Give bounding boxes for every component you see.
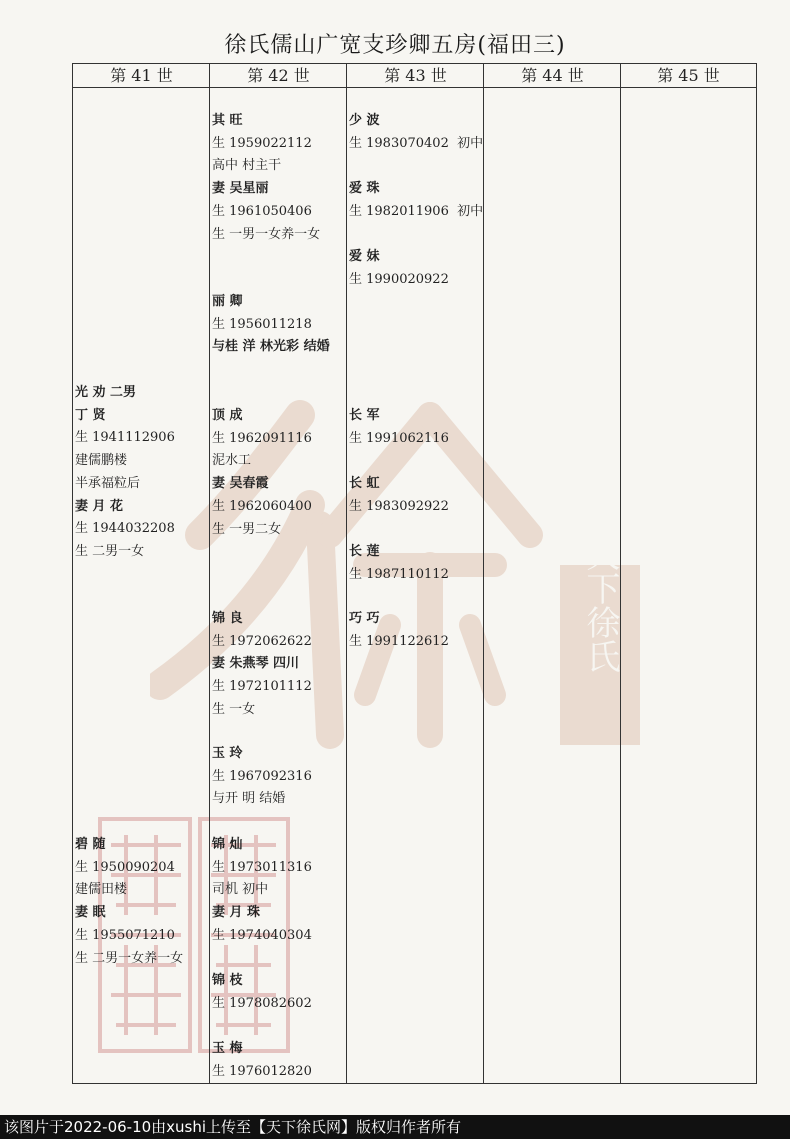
header-gen-45: 第 45 世 [621, 64, 756, 88]
dingxian-wife-birth: 生 1944032208 [75, 521, 175, 537]
header-gen-43: 第 43 世 [347, 64, 484, 88]
gen42-block-yumei [212, 1038, 312, 1083]
column-divider [620, 64, 621, 1083]
dingcheng-children: 生 一男二女 [212, 521, 282, 537]
watermark-text: 天下徐氏 [580, 537, 620, 673]
jinliang-wife-birth: 生 1972101112 [212, 679, 312, 695]
page-title: 徐氏儒山广宽支珍卿五房(福田三) [224, 33, 566, 58]
gen41-block-dingxian [75, 382, 175, 564]
changlian-birth: 生 1987110112 [349, 566, 449, 582]
gen43-block-changjun [349, 405, 449, 450]
gen42-block-jincan [212, 834, 312, 948]
column-divider [209, 64, 210, 1083]
gen43-block-changlian [349, 541, 449, 586]
gen42-block-dingcheng [212, 405, 312, 541]
dingcheng-occupation: 泥水工 [212, 453, 252, 469]
shaobo-birth: 生 1983070402 初中 [349, 135, 484, 151]
aimei-birth: 生 1990020922 [349, 271, 449, 287]
qiwang-wife-birth: 生 1961050406 [212, 203, 312, 219]
gen43-block-changhong [349, 473, 449, 518]
dingxian-birth: 生 1941112906 [75, 430, 175, 446]
jincan-occupation: 司机 初中 [212, 882, 269, 898]
jinliang-wife: 妻 朱燕琴 四川 [212, 656, 300, 672]
dingxian-lineage: 半承福粒后 [75, 475, 141, 491]
bisui-wife: 妻 眠 [75, 905, 106, 921]
dingcheng-birth: 生 1962091116 [212, 430, 312, 446]
dingxian-wife: 妻 月 花 [75, 498, 124, 514]
header-gen-44: 第 44 世 [484, 64, 621, 88]
aizhu-birth: 生 1982011906 初中 [349, 203, 484, 219]
shaobo-name: 少 波 [349, 113, 380, 128]
qiaoqiao-birth: 生 1991122612 [349, 633, 449, 649]
yumei-name: 玉 梅 [212, 1041, 243, 1056]
bisui-name: 碧 随 [75, 837, 106, 852]
gen43-block-shaobo [349, 110, 483, 155]
header-gen-42: 第 42 世 [210, 64, 347, 88]
qiwang-wife: 妻 吴星丽 [212, 181, 269, 197]
header-gen-41: 第 41 世 [73, 64, 210, 88]
gen42-block-yuling [212, 743, 312, 811]
qiwang-occupation: 高中 村主干 [212, 158, 282, 174]
gen42-block-jinliang [212, 608, 312, 722]
changjun-birth: 生 1991062116 [349, 430, 449, 446]
yuling-name: 玉 玲 [212, 746, 243, 761]
qiwang-children: 生 一男一女养一女 [212, 226, 321, 242]
jincan-birth: 生 1973011316 [212, 859, 312, 875]
jinzhi-birth: 生 1978082602 [212, 995, 312, 1011]
column-divider [346, 64, 347, 1083]
qiwang-name: 其 旺 [212, 113, 243, 128]
gen43-block-qiaoqiao [349, 608, 449, 653]
dingcheng-wife: 妻 吴春霞 [212, 476, 269, 492]
jinzhi-name: 锦 枝 [212, 973, 243, 988]
gen41-block-bisui [75, 834, 183, 970]
upload-footer: 该图片于2022-06-10由xushi上传至【天下徐氏网】版权归作者所有 [0, 1115, 790, 1139]
bisui-children: 生 二男一女养一女 [75, 950, 184, 966]
dingcheng-name: 顶 成 [212, 408, 243, 423]
yumei-birth: 生 1976012820 [212, 1063, 312, 1079]
dingcheng-wife-birth: 生 1962060400 [212, 498, 312, 514]
bisui-wife-birth: 生 1955071210 [75, 927, 175, 943]
bisui-birth: 生 1950090204 [75, 859, 175, 875]
qiwang-birth: 生 1959022112 [212, 135, 312, 151]
yuling-marriage: 与开 明 结婚 [212, 791, 286, 807]
gen43-block-aimei [349, 246, 449, 291]
changlian-name: 长 莲 [349, 544, 380, 559]
jincan-wife-birth: 生 1974040304 [212, 927, 312, 943]
jinliang-birth: 生 1972062622 [212, 633, 312, 649]
gen42-block-jinzhi [212, 970, 312, 1015]
gen42-block-liqing [212, 291, 330, 359]
dingxian-residence: 建儒鹏楼 [75, 453, 128, 469]
liqing-marriage: 与桂 洋 林光彩 结婚 [212, 339, 330, 355]
dingxian-children: 生 二男一女 [75, 543, 145, 559]
gen43-block-aizhu [349, 178, 483, 223]
changhong-birth: 生 1983092922 [349, 498, 449, 514]
aizhu-name: 爱 珠 [349, 181, 380, 196]
changjun-name: 长 军 [349, 408, 380, 423]
changhong-name: 长 虹 [349, 476, 380, 491]
liqing-birth: 生 1956011218 [212, 316, 312, 332]
guangjin-entry: 光 劝 二男 [75, 385, 137, 400]
bisui-residence: 建儒田楼 [75, 882, 128, 898]
jincan-wife: 妻 月 珠 [212, 905, 261, 921]
jincan-name: 锦 灿 [212, 837, 243, 852]
gen42-block-qiwang [212, 110, 320, 246]
liqing-name: 丽 卿 [212, 294, 243, 309]
qiaoqiao-name: 巧 巧 [349, 611, 380, 626]
dingxian-name: 丁 贤 [75, 407, 106, 423]
yuling-birth: 生 1967092316 [212, 768, 312, 784]
column-divider [483, 64, 484, 1083]
jinliang-children: 生 一女 [212, 701, 256, 717]
aimei-name: 爱 妹 [349, 249, 380, 264]
jinliang-name: 锦 良 [212, 611, 243, 626]
